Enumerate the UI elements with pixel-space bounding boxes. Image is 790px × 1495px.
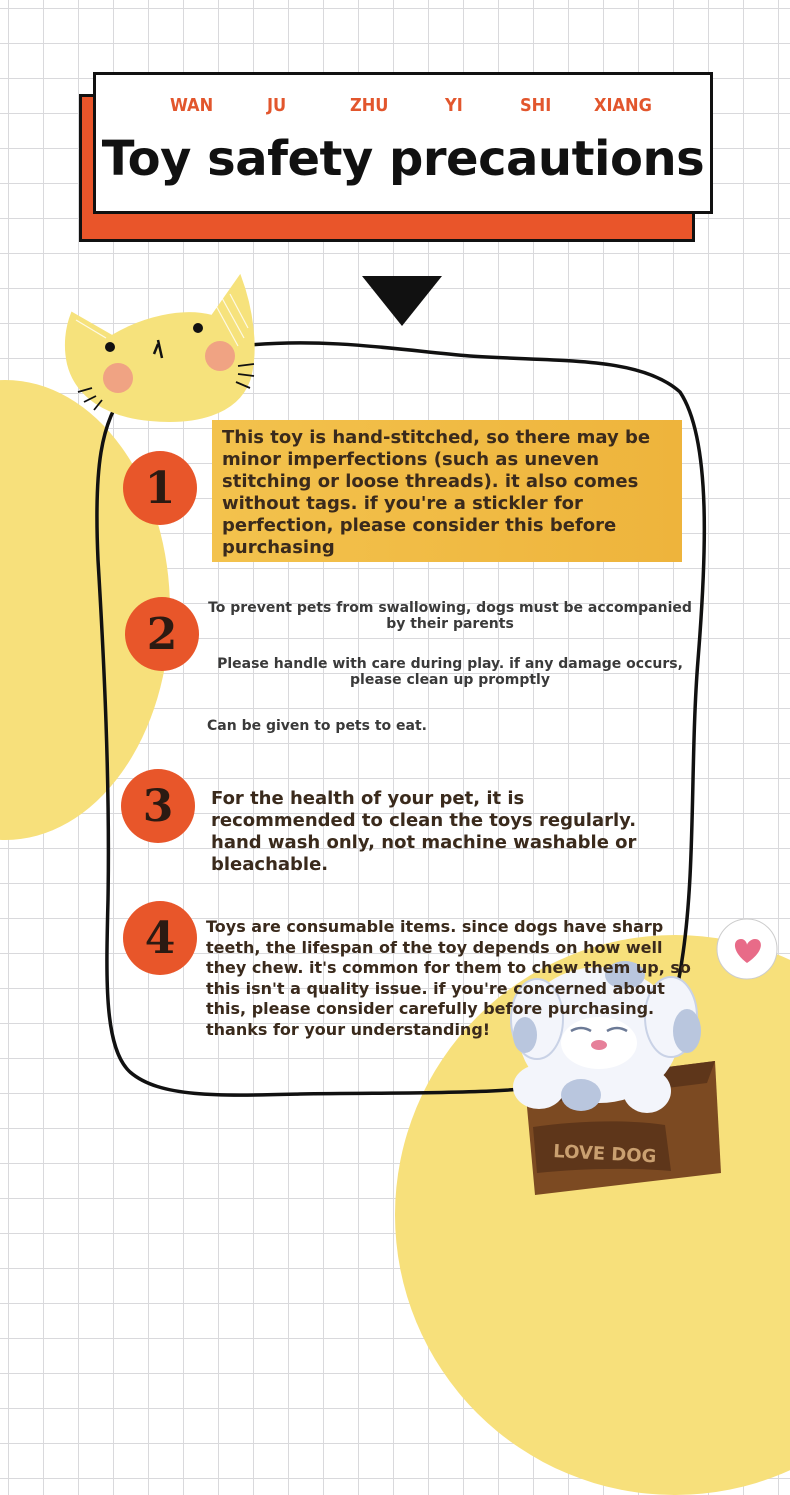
badge-number-4: 4: [123, 901, 197, 975]
item-2-line-1: To prevent pets from swallowing, dogs must be accompanied by their parents: [208, 600, 692, 632]
pinyin-word: SHI: [520, 95, 552, 116]
item-1-text: This toy is hand-stitched, so there may be minor imperfections (such as uneven stitching or loose threads). it also comes without tags. if you're a stickler for perfection, please consider this before purchasing: [222, 427, 651, 558]
pinyin-word: JU: [267, 95, 287, 116]
badge-number-1: 1: [123, 451, 197, 525]
pinyin-word: XIANG: [594, 95, 652, 116]
item-2-line-3: Can be given to pets to eat.: [207, 718, 427, 734]
cat-face-icon: [62, 268, 262, 428]
pinyin-word: WAN: [170, 95, 214, 116]
badge-number-2: 2: [125, 597, 199, 671]
pinyin-word: ZHU: [350, 95, 389, 116]
item-4-text: Toys are consumable items. since dogs have sharp teeth, the lifespan of the toy depends on how well they chew. it's common for them to chew them up, so this isn't a quality issue. if you're concerned about this, please consider carefully before purchasing. thanks for your understanding!: [206, 917, 691, 1039]
item-2-line-2: Please handle with care during play. if any damage occurs, please clean up promptly: [217, 656, 683, 688]
heart-bubble-icon: [717, 919, 777, 979]
pinyin-word: YI: [445, 95, 463, 116]
page-title: Toy safety precautions: [101, 131, 705, 187]
item-3-text: For the health of your pet, it is recommended to clean the toys regularly. hand wash only, not machine washable or bleachable.: [211, 788, 637, 875]
badge-number-3: 3: [121, 769, 195, 843]
box-sign-text: LOVE DOG: [552, 1141, 657, 1168]
